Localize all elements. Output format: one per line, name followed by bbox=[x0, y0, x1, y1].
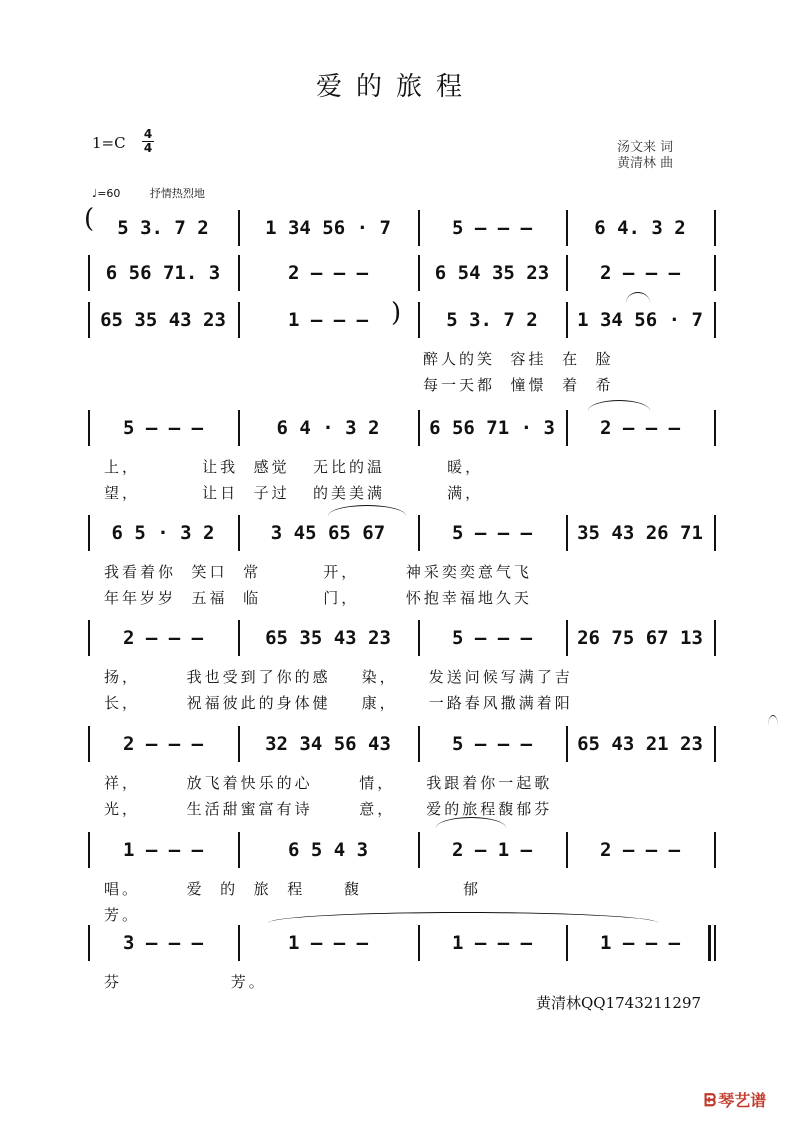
measure: 5 3. 7 2 bbox=[117, 217, 209, 239]
slur-mark bbox=[328, 505, 406, 516]
measure: 32 34 56 43 bbox=[265, 733, 391, 755]
measure: 35 43 26 71 bbox=[577, 522, 703, 544]
measure: 5 – – – bbox=[122, 417, 204, 439]
lyric-line: 扬， 我也受到了你的感 染， 发送问候写满了吉 bbox=[104, 668, 573, 686]
bar-line bbox=[714, 302, 716, 338]
slur-mark bbox=[768, 715, 778, 726]
measure: 5 – – – bbox=[451, 522, 533, 544]
measure: 65 35 43 23 bbox=[265, 627, 391, 649]
bar-line bbox=[88, 515, 90, 551]
measure: 2 – – – bbox=[599, 417, 681, 439]
bar-line bbox=[238, 515, 240, 551]
bar-line bbox=[566, 925, 568, 961]
time-signature-top: 4 bbox=[143, 127, 153, 141]
lyricist: 汤文来 词 bbox=[617, 140, 674, 155]
bar-line bbox=[88, 620, 90, 656]
bar-line bbox=[238, 832, 240, 868]
measure: 5 3. 7 2 bbox=[446, 309, 538, 331]
tempo-marking: ♩=60 bbox=[92, 187, 121, 200]
lyric-line: 光， 生活甜蜜富有诗 意， 爱的旅程馥郁芬 bbox=[104, 800, 553, 818]
lyric-line: 望， 让日 子过 的美美满 满， bbox=[104, 484, 484, 502]
measure: 26 75 67 13 bbox=[577, 627, 703, 649]
bar-line bbox=[714, 210, 716, 246]
lyric-line: 年年岁岁 五福 临 门， 怀抱幸福地久天 bbox=[104, 589, 532, 607]
measure: 6 4 · 3 2 bbox=[276, 417, 380, 439]
bar-line bbox=[418, 832, 420, 868]
bar-line bbox=[88, 302, 90, 338]
lyric-line: 芬 芳。 bbox=[104, 973, 267, 991]
bar-line bbox=[418, 255, 420, 291]
bar-line bbox=[238, 410, 240, 446]
measure: 6 54 35 23 bbox=[434, 262, 550, 284]
bar-line bbox=[238, 726, 240, 762]
bar-line bbox=[418, 410, 420, 446]
bar-line bbox=[238, 925, 240, 961]
measure: 3 – – – bbox=[122, 932, 204, 954]
measure: 5 – – – bbox=[451, 733, 533, 755]
measure: 5 – – – bbox=[451, 627, 533, 649]
brand-mark-icon: ᗸ bbox=[704, 1091, 717, 1111]
key-signature: 1=C bbox=[92, 134, 126, 152]
bar-line bbox=[714, 620, 716, 656]
measure: 1 – – – bbox=[287, 932, 369, 954]
measure: 65 43 21 23 bbox=[577, 733, 703, 755]
lyric-line: 唱。 爱 的 旅 程 馥 郁 bbox=[104, 880, 482, 898]
bar-line bbox=[418, 620, 420, 656]
bar-line bbox=[714, 726, 716, 762]
measure: 6 4. 3 2 bbox=[594, 217, 686, 239]
time-signature-bottom: 4 bbox=[143, 141, 153, 155]
measure: 1 34 56 · 7 bbox=[265, 217, 391, 239]
slur-mark bbox=[588, 400, 650, 411]
lyric-line: 我看着你 笑口 常 开， 神采奕奕意气飞 bbox=[104, 563, 532, 581]
measure: 1 – – – bbox=[451, 932, 533, 954]
bar-line bbox=[418, 302, 420, 338]
bar-line bbox=[566, 302, 568, 338]
expression-marking: 抒情热烈地 bbox=[149, 187, 205, 200]
measure: 2 – – – bbox=[287, 262, 369, 284]
signature: 黄清林QQ1743211297 bbox=[536, 994, 702, 1012]
measure: 6 5 4 3 bbox=[287, 839, 369, 861]
bar-line bbox=[714, 925, 716, 961]
bar-line bbox=[418, 515, 420, 551]
credits bbox=[617, 140, 673, 172]
measure: 2 – – – bbox=[122, 627, 204, 649]
song-title: 爱的旅程 bbox=[315, 72, 476, 102]
measure: 1 – – – bbox=[599, 932, 681, 954]
measure: 1 – – – bbox=[122, 839, 204, 861]
composer: 黄清林 曲 bbox=[617, 156, 674, 171]
brand-logo bbox=[704, 1088, 766, 1111]
bar-line bbox=[238, 255, 240, 291]
bar-line bbox=[238, 302, 240, 338]
bar-line bbox=[566, 255, 568, 291]
bar-line bbox=[714, 410, 716, 446]
bar-line bbox=[88, 832, 90, 868]
bar-line bbox=[418, 925, 420, 961]
slur-mark bbox=[268, 912, 658, 923]
bar-line bbox=[418, 726, 420, 762]
bar-line bbox=[566, 832, 568, 868]
bar-line bbox=[566, 620, 568, 656]
bar-line bbox=[566, 210, 568, 246]
bar-line bbox=[418, 210, 420, 246]
measure: 6 56 71. 3 bbox=[105, 262, 221, 284]
bar-line bbox=[566, 410, 568, 446]
bar-line bbox=[238, 210, 240, 246]
bar-line bbox=[88, 410, 90, 446]
repeat-paren-close: ) bbox=[391, 298, 402, 328]
slur-mark bbox=[626, 292, 650, 303]
bar-line bbox=[88, 726, 90, 762]
measure: 5 – – – bbox=[451, 217, 533, 239]
bar-line bbox=[714, 255, 716, 291]
measure: 1 34 56 · 7 bbox=[577, 309, 703, 331]
lyric-line: 芳。 bbox=[104, 906, 141, 924]
bar-line bbox=[566, 726, 568, 762]
measure: 6 5 · 3 2 bbox=[111, 522, 215, 544]
measure: 6 56 71 · 3 bbox=[429, 417, 555, 439]
bar-line bbox=[566, 515, 568, 551]
measure: 2 – – – bbox=[599, 262, 681, 284]
brand-name: 琴艺谱 bbox=[718, 1091, 767, 1110]
bar-line bbox=[714, 515, 716, 551]
lyric-line: 祥， 放飞着快乐的心 情， 我跟着你一起歌 bbox=[104, 774, 553, 792]
bar-line bbox=[88, 925, 90, 961]
bar-line bbox=[714, 832, 716, 868]
repeat-paren-open: ( bbox=[84, 204, 95, 234]
measure: 2 – – – bbox=[122, 733, 204, 755]
measure: 3 45 65 67 bbox=[270, 522, 386, 544]
lyric-line: 上， 让我 感觉 无比的温 暖， bbox=[104, 458, 484, 476]
lyric-line: 每一天都 憧憬 着 希 bbox=[423, 376, 614, 394]
tempo-line bbox=[92, 185, 205, 201]
time-signature bbox=[142, 128, 154, 155]
measure: 1 – – – bbox=[287, 309, 369, 331]
lyric-line: 长， 祝福彼此的身体健 康， 一路春风撒满着阳 bbox=[104, 694, 573, 712]
bar-line bbox=[238, 620, 240, 656]
measure: 2 – – – bbox=[599, 839, 681, 861]
lyric-line: 醉人的笑 容挂 在 脸 bbox=[423, 350, 614, 368]
measure: 65 35 43 23 bbox=[100, 309, 226, 331]
bar-line bbox=[88, 255, 90, 291]
measure: 2 – 1 – bbox=[451, 839, 533, 861]
